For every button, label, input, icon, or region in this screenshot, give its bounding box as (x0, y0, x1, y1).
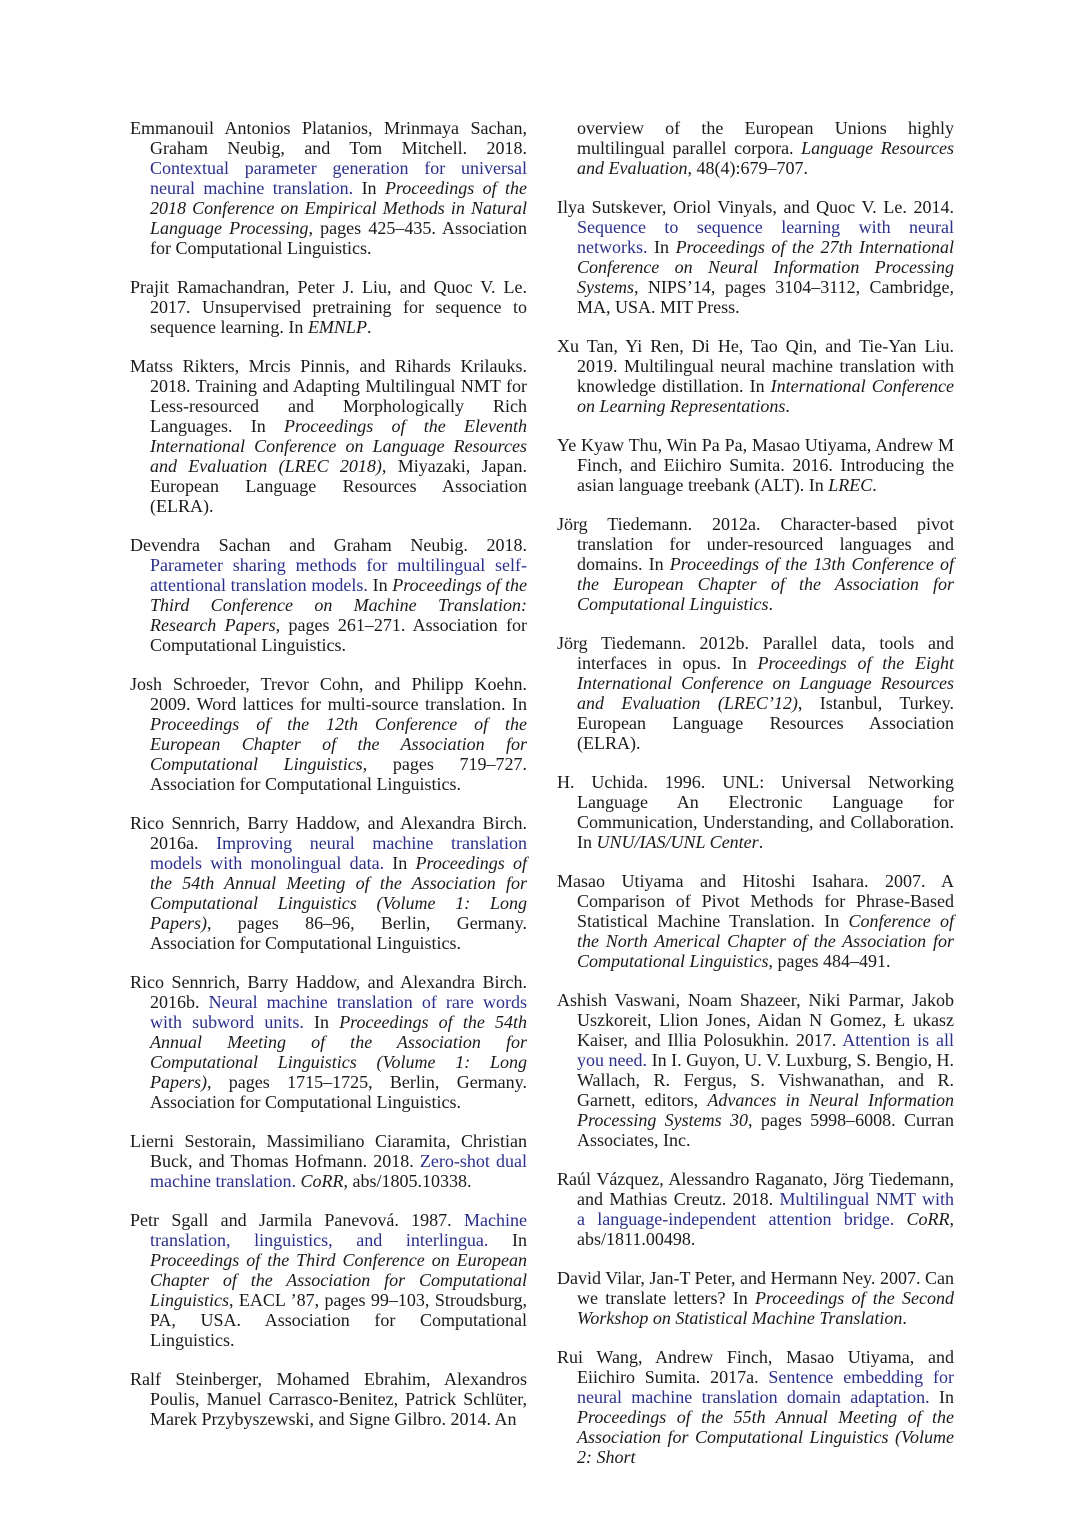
reference-text: Masao Utiyama and Hitoshi Isahara. 2007. A Comparison of Pivot Methods for Phrase-Based Statistical Machine Translation. In (557, 871, 954, 931)
reference-text: Rico Sennrich, Barry Haddow, and Alexandra Birch. 2016a. (130, 813, 527, 853)
reference-entry (130, 1210, 527, 1350)
reference-entry (557, 990, 954, 1150)
reference-venue: Language Resources and Evaluation (577, 138, 954, 178)
reference-venue: Proceedings of the 54th Annual Meeting of the Association for Computational Linguistics (Volume 1: Long Papers) (150, 1012, 527, 1092)
reference-text: . (366, 317, 372, 337)
reference-entry (130, 1369, 527, 1429)
reference-entry (130, 535, 527, 655)
reference-text: , pages 425–435. Association for Computational Linguistics. (150, 218, 527, 258)
reference-entry (130, 1131, 527, 1191)
reference-text: , pages 719–727. Association for Computational Linguistics. (150, 754, 527, 794)
reference-link[interactable]: Neural machine translation of rare words with subword units. (150, 992, 527, 1032)
reference-text: . (872, 475, 877, 495)
reference-link[interactable]: Parameter sharing methods for multilingual self-attentional translation models. (150, 555, 527, 595)
reference-entry (130, 356, 527, 516)
reference-text: , Istanbul, Turkey. European Language Resources Association (ELRA). (577, 693, 954, 753)
reference-venue: Proceedings of the 27th International Conference on Neural Information Processing Systems (577, 237, 954, 297)
reference-venue: Proceedings of the Second Workshop on Statistical Machine Translation (577, 1288, 954, 1328)
reference-venue: Proceedings of the 12th Conference of the European Chapter of the Association for Computational Linguistics (150, 714, 527, 774)
reference-link[interactable]: Multilingual NMT with a language-independent attention bridge. (577, 1189, 954, 1229)
reference-venue: Proceedings of the 55th Annual Meeting of the Association for Computational Linguistics (Volume 2: Short (577, 1407, 954, 1467)
reference-text: , EACL ’87, pages 99–103, Stroudsburg, PA, USA. Association for Computational Linguistics. (150, 1290, 527, 1350)
reference-entry (557, 435, 954, 495)
reference-entry (557, 1169, 954, 1249)
reference-text: Ilya Sutskever, Oriol Vinyals, and Quoc V. Le. 2014. (557, 197, 954, 217)
reference-text: Rui Wang, Andrew Finch, Masao Utiyama, and Eiichiro Sumita. 2017a. (557, 1347, 954, 1387)
reference-text: Jörg Tiedemann. 2012a. Character-based pivot translation for under-resourced languages and domains. In (557, 514, 954, 574)
reference-text: Ashish Vaswani, Noam Shazeer, Niki Parmar, Jakob Uszkoreit, Llion Jones, Aidan N Gomez, Ł ukasz Kaiser, and Illia Polosukhin. 2017. (557, 990, 954, 1050)
reference-link[interactable]: Zero-shot dual machine translation. (150, 1151, 527, 1191)
reference-text: . (768, 594, 774, 614)
reference-entry (557, 1268, 954, 1328)
reference-entry (557, 197, 954, 317)
reference-entry (130, 277, 527, 337)
reference-text: , pages 5998–6008. Curran Associates, Inc. (577, 1110, 954, 1150)
reference-text: , abs/1811.00498. (577, 1209, 955, 1249)
reference-venue: UNU/IAS/UNL Center (596, 832, 759, 852)
reference-text: Lierni Sestorain, Massimiliano Ciaramita, Christian Buck, and Thomas Hofmann. 2018. (130, 1131, 527, 1171)
reference-text: In (367, 575, 393, 595)
reference-text: In I. Guyon, U. V. Luxburg, S. Bengio, H. Wallach, R. Fergus, S. Vishwanathan, and R. Garnett, editors, (577, 1050, 954, 1110)
reference-text: . (785, 396, 790, 416)
reference-text: . (902, 1308, 907, 1328)
reference-text: , Miyazaki, Japan. European Language Resources Association (ELRA). (150, 456, 527, 516)
reference-text: Jörg Tiedemann. 2012b. Parallel data, tools and interfaces in opus. In (557, 633, 954, 673)
reference-venue: Advances in Neural Information Processing Systems 30 (577, 1090, 954, 1130)
reference-venue: Proceedings of the Third Conference on European Chapter of the Association for Computational Linguistics (150, 1250, 527, 1310)
reference-text: Emmanouil Antonios Platanios, Mrinmaya Sachan, Graham Neubig, and Tom Mitchell. 2018. (130, 118, 527, 158)
reference-venue: CoRR (300, 1171, 344, 1191)
reference-text: , 48(4):679–707. (687, 158, 808, 178)
reference-venue: LREC (828, 475, 873, 495)
reference-link[interactable]: Contextual parameter generation for universal neural machine translation. (150, 158, 527, 198)
reference-text: , NIPS’14, pages 3104–3112, Cambridge, MA, USA. MIT Press. (577, 277, 954, 317)
reference-venue: Proceedings of the 54th Annual Meeting of the Association for Computational Linguistics (Volume 1: Long Papers) (150, 853, 527, 933)
reference-link[interactable]: Sentence embedding for neural machine translation domain adaptation. (577, 1367, 954, 1407)
reference-entry (130, 118, 527, 258)
reference-text: David Vilar, Jan-T Peter, and Hermann Ney. 2007. Can we translate letters? In (557, 1268, 954, 1308)
reference-text: Matss Rikters, Mrcis Pinnis, and Rihards Krilauks. 2018. Training and Adapting Multilingual NMT for Less-resourced and Morphologically Rich Languages. In (130, 356, 527, 436)
reference-text: In (488, 1230, 528, 1250)
reference-entry (130, 674, 527, 794)
reference-text: , pages 261–271. Association for Computational Linguistics. (150, 615, 527, 655)
reference-text: In (384, 853, 416, 873)
reference-venue: Proceedings of the 2018 Conference on Empirical Methods in Natural Language Processing (150, 178, 527, 238)
reference-text: Rico Sennrich, Barry Haddow, and Alexandra Birch. 2016b. (130, 972, 527, 1012)
reference-text: H. Uchida. 1996. UNL: Universal Networking Language An Electronic Language for Communication, Understanding, and Collaboration. In (557, 772, 954, 852)
reference-text: overview of the European Unions highly multilingual parallel corpora. (577, 118, 954, 158)
reference-text (894, 1209, 906, 1229)
reference-link[interactable]: Machine translation, linguistics, and interlingua. (150, 1210, 527, 1250)
reference-text: In (353, 178, 385, 198)
reference-venue: Proceedings of the Third Conference on Machine Translation: Research Papers (150, 575, 528, 635)
reference-text: , pages 484–491. (768, 951, 891, 971)
reference-text: In (647, 237, 676, 257)
reference-entry (557, 336, 954, 416)
reference-link[interactable]: Attention is all you need. (577, 1030, 954, 1070)
reference-entry (557, 772, 954, 852)
reference-text: Petr Sgall and Jarmila Panevová. 1987. (130, 1210, 465, 1230)
reference-link[interactable]: Improving neural machine translation models with monolingual data. (150, 833, 527, 873)
reference-text: , abs/1805.10338. (343, 1171, 472, 1191)
reference-text: In (303, 1012, 340, 1032)
reference-text: Raúl Vázquez, Alessandro Raganato, Jörg Tiedemann, and Mathias Creutz. 2018. (557, 1169, 954, 1209)
reference-text: In (929, 1387, 955, 1407)
reference-venue: Proceedings of the Eleventh International Conference on Language Resources and Evaluation (LREC 2018) (150, 416, 527, 476)
reference-venue: International Conference on Learning Representations (577, 376, 954, 416)
reference-entry (557, 1347, 954, 1467)
reference-entry (557, 514, 954, 614)
reference-entry (557, 871, 954, 971)
reference-venue: EMNLP (307, 317, 367, 337)
reference-venue: CoRR (906, 1209, 950, 1229)
reference-text: Devendra Sachan and Graham Neubig. 2018. (130, 535, 527, 555)
reference-venue: Conference of the North Americal Chapter of the Association for Computational Linguistics (577, 911, 954, 971)
reference-text: Xu Tan, Yi Ren, Di He, Tao Qin, and Tie-Yan Liu. 2019. Multilingual neural machine translation with knowledge distillation. In (557, 336, 954, 396)
reference-text: . (758, 832, 764, 852)
reference-entry (130, 813, 527, 953)
reference-text: Ye Kyaw Thu, Win Pa Pa, Masao Utiyama, Andrew M Finch, and Eiichiro Sumita. 2016. Introducing the asian language treebank (ALT). In (557, 435, 954, 495)
reference-entry (557, 633, 954, 753)
reference-entry (130, 972, 527, 1112)
reference-text: , pages 86–96, Berlin, Germany. Association for Computational Linguistics. (150, 913, 527, 953)
references-left-column (130, 118, 527, 1448)
references-right-column (557, 118, 954, 1486)
reference-text: Ralf Steinberger, Mohamed Ebrahim, Alexandros Poulis, Manuel Carrasco-Benitez, Patrick Schlüter, Marek Przybyszewski, and Signe Gilbro. 2014. An (130, 1369, 527, 1429)
reference-continuation (557, 118, 954, 178)
reference-venue: Proceedings of the Eight International Conference on Language Resources and Evaluation (LREC’12) (577, 653, 954, 713)
reference-venue: Proceedings of the 13th Conference of the European Chapter of the Association for Computational Linguistics (577, 554, 954, 614)
reference-text: Josh Schroeder, Trevor Cohn, and Philipp Koehn. 2009. Word lattices for multi-source translation. In (130, 674, 527, 714)
reference-link[interactable]: Sequence to sequence learning with neural networks. (577, 217, 954, 257)
reference-text: , pages 1715–1725, Berlin, Germany. Association for Computational Linguistics. (150, 1072, 527, 1112)
reference-text: Prajit Ramachandran, Peter J. Liu, and Quoc V. Le. 2017. Unsupervised pretraining for sequence to sequence learning. In (130, 277, 527, 337)
